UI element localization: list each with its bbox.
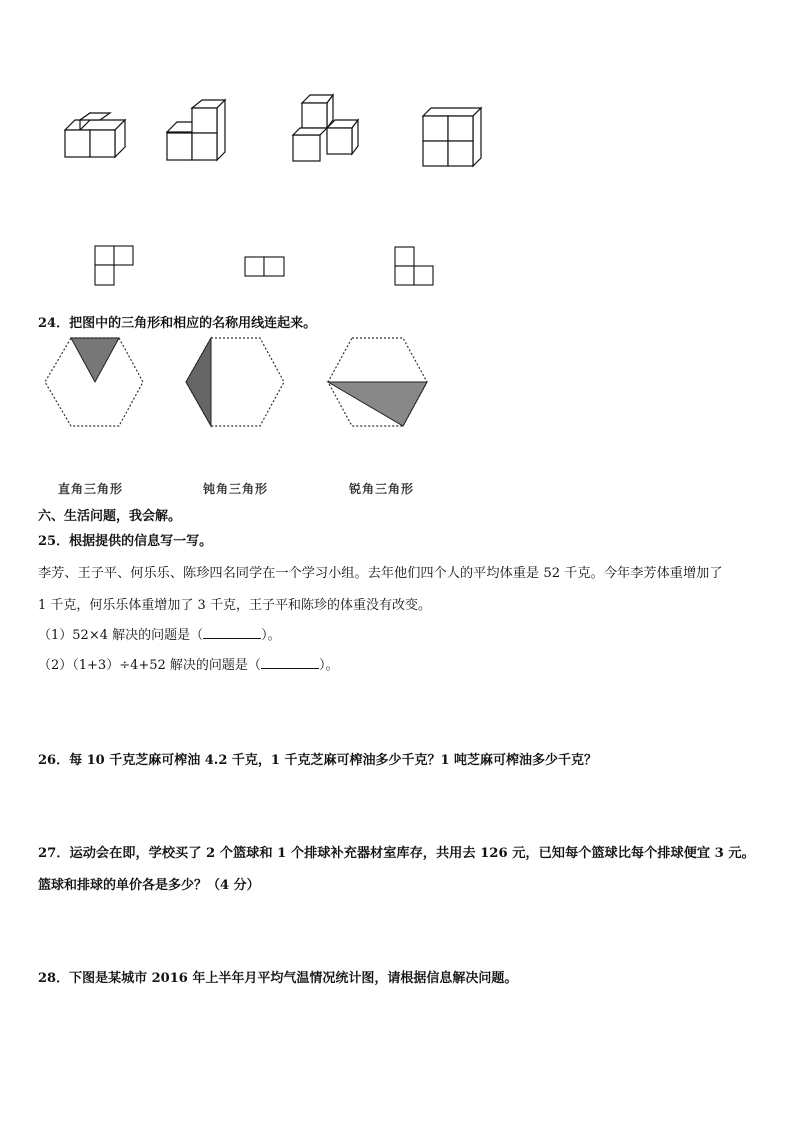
triangle-label-acute: 锐角三角形 (349, 482, 415, 496)
section6-title: 六、生活问题，我会解。 (38, 509, 182, 524)
q27-line1: 27．运动会在即，学校买了 2 个篮球和 1 个排球补充器材室库存，共用去 126 元，已知每个篮球比每个排球便宜 3 元。 (38, 846, 755, 861)
q25-sub2: （2）（1+3）÷4+52 解决的问题是（ ）。 (38, 658, 339, 673)
q27-line2: 篮球和排球的单价各是多少？（4 分） (38, 878, 260, 893)
answer-blank-2[interactable] (261, 656, 319, 669)
triangle-figures (0, 0, 794, 460)
q28-text: 28．下图是某城市 2016 年上半年月平均气温情况统计图，请根据信息解决问题。 (38, 971, 518, 986)
shaded-triangle-acute (71, 338, 119, 382)
shaded-triangle-obtuse (328, 382, 427, 426)
q26-text: 26．每 10 千克芝麻可榨油 4.2 千克，1 千克芝麻可榨油多少千克？1 吨芝麻可榨油多少千克？ (38, 753, 598, 768)
shaded-triangle-right (186, 338, 211, 426)
q25-title: 25．根据提供的信息写一写。 (38, 534, 213, 549)
triangle-label-right: 直角三角形 (58, 482, 124, 496)
q25-line2: 1 千克，何乐乐体重增加了 3 千克，王子平和陈珍的体重没有改变。 (38, 598, 431, 613)
q24-title: 24．把图中的三角形和相应的名称用线连起来。 (38, 316, 317, 331)
triangle-label-obtuse: 钝角三角形 (203, 482, 269, 496)
q25-line1: 李芳、王子平、何乐乐、陈珍四名同学在一个学习小组。去年他们四个人的平均体重是 52 千克。今年李芳体重增加了 (38, 566, 723, 581)
answer-blank-1[interactable] (203, 626, 261, 639)
q25-sub1: （1）52×4 解决的问题是（ ）。 (38, 628, 281, 643)
